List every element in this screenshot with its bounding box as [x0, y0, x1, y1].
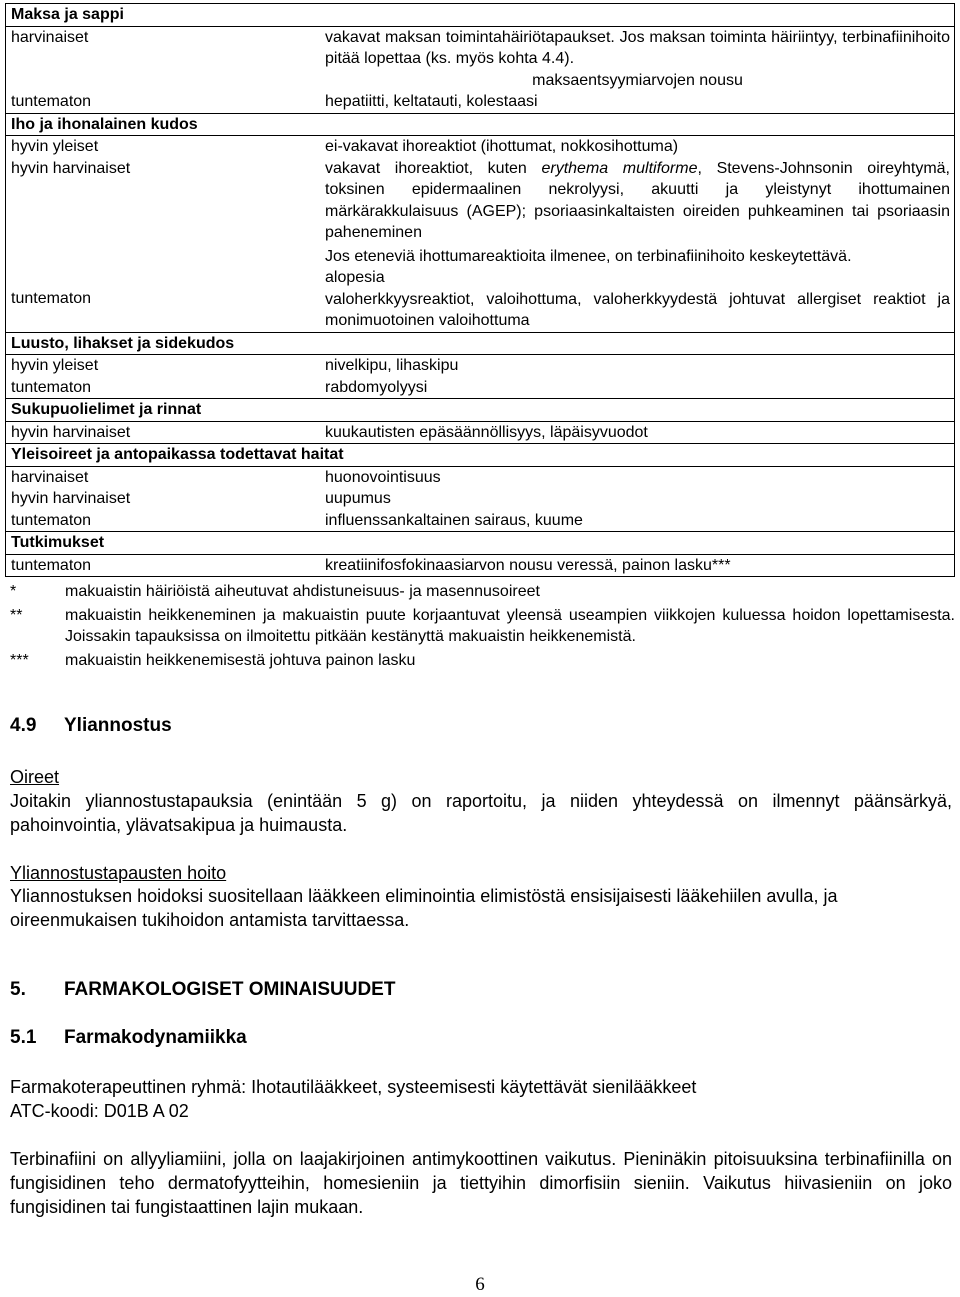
effect-cell: kreatiinifosfokinaasiarvon nousu veressä, painon lasku*** — [320, 554, 955, 577]
section-header-liver: Maksa ja sappi — [6, 4, 955, 27]
footnote-mark: ** — [10, 606, 23, 624]
subheading-overdose-treatment: Yliannostustapausten hoito — [10, 863, 227, 883]
section-heading-4-9 — [10, 715, 172, 737]
footnote — [10, 650, 955, 672]
section-number: 4.9 — [10, 715, 37, 736]
frequency-cell: tuntematon — [6, 510, 321, 532]
frequency-cell: hyvin yleiset — [6, 136, 321, 158]
section-number: 5.1 — [10, 1027, 37, 1048]
effect-text-part: vakavat ihoreaktiot, kuten — [325, 159, 542, 177]
effect-cell: ei-vakavat ihoreaktiot (ihottumat, nokkosihottuma) — [320, 136, 955, 158]
section-header-investigations: Tutkimukset — [6, 532, 955, 555]
section-header-reproductive: Sukupuolielimet ja rinnat — [6, 399, 955, 422]
footnote-text: makuaistin heikkenemisestä johtuva painon lasku — [65, 651, 416, 669]
footnote — [10, 605, 955, 648]
frequency-cell: hyvin harvinaiset — [6, 421, 321, 444]
pharmacotherapeutic-group: Farmakoterapeuttinen ryhmä: Ihotautilääkkeet, systeemisesti käytettävät sienilääkkeet — [10, 1077, 697, 1097]
frequency-cell: tuntematon — [6, 70, 321, 114]
footnotes — [10, 581, 955, 671]
atc-code: ATC-koodi: D01B A 02 — [10, 1101, 189, 1121]
frequency-cell: hyvin yleiset — [6, 355, 321, 377]
section-header-general: Yleisoireet ja antopaikassa todettavat haitat — [6, 444, 955, 467]
effect-cell: vakavat maksan toimintahäiriötapaukset. Jos maksan toiminta häiriintyy, terbinafiinihoito pitää lopettaa (ks. myös kohta 4.4). — [320, 26, 955, 70]
frequency-cell: harvinaiset — [6, 466, 321, 488]
section-number: 5. — [10, 979, 26, 1000]
section-title: FARMAKOLOGISET OMINAISUUDET — [64, 979, 396, 1000]
footnote-mark: * — [10, 583, 17, 600]
frequency-cell: harvinaiset — [6, 26, 321, 70]
effect-cell: huonovointisuus — [320, 466, 955, 488]
effect-line: alopesia — [325, 269, 385, 286]
effect-cell — [320, 158, 955, 268]
footnote-text: makuaistin heikkeneminen ja makuaistin puute korjaantuvat yleensä useampien viikkojen kuluessa hoidon lopettamisesta. Joissakin tapauksissa on ilmoitettu pitkään kestänyttä makuaistin heikkenemistä. — [65, 606, 955, 645]
effect-cell: nivelkipu, lihaskipu — [320, 355, 955, 377]
section-header-musculoskeletal: Luusto, lihakset ja sidekudos — [6, 332, 955, 355]
effect-line: maksaentsyymiarvojen nousu — [532, 71, 743, 89]
page-number: 6 — [475, 1274, 485, 1295]
paragraph-symptoms: Joitakin yliannostustapauksia (enintään 5 g) on raportoitu, ja niiden yhteydessä on ilmennyt päänsärkyä, pahoinvointia, ylävatsakipua ja huimausta. — [10, 791, 952, 835]
footnote — [10, 581, 955, 603]
effect-line: valoherkkyysreaktiot, valoihottuma, valoherkkyydestä johtuvat allergiset reaktiot ja monimuotoinen valoihottuma — [325, 290, 950, 329]
section-heading-5 — [10, 979, 395, 1001]
frequency-cell: tuntematon — [6, 554, 321, 577]
frequency-cell: hyvin harvinaiset — [6, 488, 321, 510]
footnote-text: makuaistin häiriöistä aiheutuvat ahdistuneisuus- ja masennusoireet — [65, 583, 540, 600]
subheading-symptoms: Oireet — [10, 767, 60, 787]
effect-cell: uupumus — [320, 488, 955, 510]
effect-cell — [320, 70, 955, 114]
paragraph-pharmacodynamics: Terbinafiini on allyyliamiini, jolla on laajakirjoinen antimykoottinen vaikutus. Pieninäkin pitoisuuksina terbinafiinilla on fungisidinen teho dermatofyytteihin, homesieniin ja tiettyihin dimorfisiin sieniin. Vaikutus hiivasieniin on joko fungisidinen tai fungistaattinen lajin mukaan. — [10, 1149, 952, 1217]
section-title: Farmakodynamiikka — [64, 1027, 247, 1048]
frequency-cell: hyvin harvinaiset — [6, 158, 321, 268]
discontinue-note: Jos eteneviä ihottumareaktioita ilmenee, on terbinafiinihoito keskeytettävä. — [325, 247, 852, 265]
footnote-mark: *** — [10, 651, 29, 669]
adverse-effects-table — [5, 3, 955, 577]
effect-text-part: , Stevens-Johnsonin oireyhtymä, toksinen epidermaalinen nekrolyysi, akuutti ja yleistynyt ihottumainen märkärakkulaisuus (AGEP); psoriaasinkaltaisten oireiden puhkeaminen tai psoriaasin paheneminen — [325, 159, 950, 241]
frequency-cell: tuntematon — [6, 377, 321, 399]
frequency-cell: tuntematon — [6, 267, 321, 332]
section-header-skin: Iho ja ihonalainen kudos — [6, 113, 955, 136]
effect-text-italic: erythema multiforme — [541, 159, 698, 177]
effect-cell: rabdomyolyysi — [320, 377, 955, 399]
section-heading-5-1 — [10, 1027, 247, 1049]
effect-cell: kuukautisten epäsäännöllisyys, läpäisyvuodot — [320, 421, 955, 444]
effect-line: hepatiitti, keltatauti, kolestaasi — [325, 93, 538, 110]
paragraph-overdose-treatment: Yliannostuksen hoidoksi suositellaan lääkkeen eliminointia elimistöstä ensisijaisesti lääkehiilen avulla, ja oireenmukaisen tukihoidon antamista tarvittaessa. — [10, 886, 838, 930]
effect-cell — [320, 267, 955, 332]
effect-text — [325, 158, 950, 244]
effect-cell: influenssankaltainen sairaus, kuume — [320, 510, 955, 532]
section-title: Yliannostus — [64, 715, 172, 736]
